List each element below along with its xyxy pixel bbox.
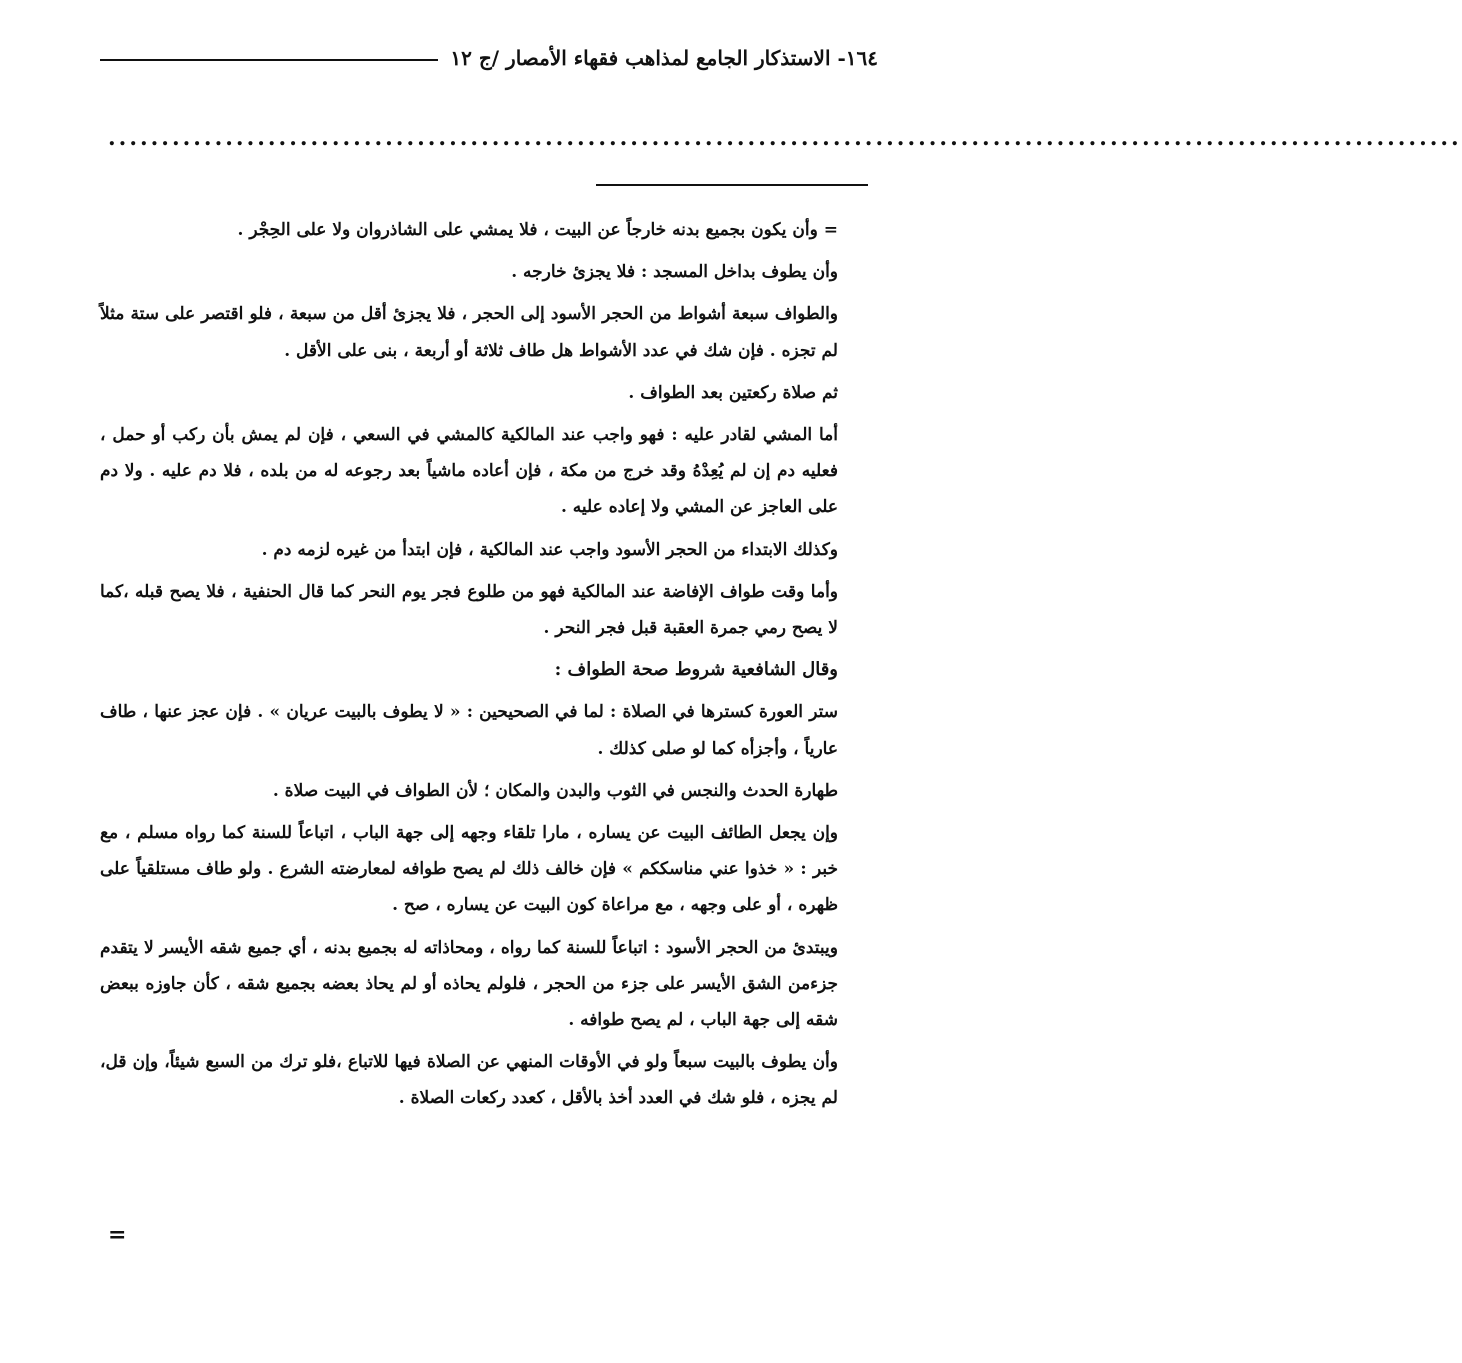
dotted-separator: ............................................................................................................................... bbox=[108, 125, 1462, 151]
paragraph: ثم صلاة ركعتين بعد الطواف . bbox=[628, 382, 838, 403]
footnote-rule bbox=[596, 184, 868, 186]
header-title: ١٦٤- الاستذكار الجامع لمذاهب فقهاء الأمصار /ج ١٢ bbox=[450, 46, 878, 70]
paragraph: وأن يطوف بداخل المسجد : فلا يجزئ خارجه . bbox=[511, 262, 838, 283]
header-rule bbox=[100, 59, 438, 61]
paragraph: طهارة الحدث والنجس في الثوب والبدن والمكان ؛ لأن الطواف في البيت صلاة . bbox=[272, 780, 838, 801]
body-text bbox=[100, 212, 838, 1123]
paragraph: ويبتدئ من الحجر الأسود : اتباعاً للسنة كما رواه ، ومحاذاته له بجميع بدنه ، أي جميع شقه الأيسر لا يتقدم جزءمن الشق الأيسر على جزء من الحجر ، فلولم يحاذه أو لم يحاذ بعضه بجميع شقه ، كأن جاوزه ببعض شقه إلى جهة الباب ، لم يصح طوافه . bbox=[100, 937, 838, 1031]
paragraph: وأن يطوف بالبيت سبعاً ولو في الأوقات المنهي عن الصلاة فيها للاتباع ،فلو ترك من السبع شيئاً، وإن قل، لم يجزه ، فلو شك في العدد أخذ بالأقل ، كعدد ركعات الصلاة . bbox=[100, 1052, 838, 1109]
section-heading: وقال الشافعية شروط صحة الطواف : bbox=[554, 659, 838, 681]
paragraph: والطواف سبعة أشواط من الحجر الأسود إلى الحجر ، فلا يجزئ أقل من سبعة ، فلو اقتصر على ستة مثلاً لم تجزه . فإن شك في عدد الأشواط هل طاف ثلاثة أو أربعة ، بنى على الأقل . bbox=[100, 304, 839, 361]
paragraph: ستر العورة كسترها في الصلاة : لما في الصحيحين : « لا يطوف بالبيت عريان » . فإن عجز عنها ، طاف عارياً ، وأجزأه كما لو صلى كذلك . bbox=[100, 702, 838, 759]
running-header bbox=[100, 38, 878, 78]
continuation-mark: = bbox=[108, 1222, 127, 1248]
paragraph: وإن يجعل الطائف البيت عن يساره ، مارا تلقاء وجهه إلى جهة الباب ، اتباعاً للسنة كما رواه مسلم ، مع خبر : « خذوا عني مناسككم » فإن خالف ذلك لم يصح طوافه لمعارضته الشرع . ولو طاف مستلقياً على ظهره ، أو على وجهه ، مع مراعاة كون البيت عن يساره ، صح . bbox=[100, 823, 838, 916]
paragraph: = وأن يكون بجميع بدنه خارجاً عن البيت ، فلا يمشي على الشاذروان ولا على الحِجْر . bbox=[237, 220, 838, 240]
paragraph: أما المشي لقادر عليه : فهو واجب عند المالكية كالمشي في السعي ، فإن لم يمش بأن ركب أو حمل ، فعليه دم إن لم يُعِدْهُ وقد خرج من مكة ، فإن أعاده ماشياً بعد رجوعه له من بلده ، فلا دم عليه . ولا دم على العاجز عن المشي ولا إعاده عليه . bbox=[100, 425, 838, 518]
paragraph: وكذلك الابتداء من الحجر الأسود واجب عند المالكية ، فإن ابتدأ من غيره لزمه دم . bbox=[261, 539, 838, 560]
paragraph: وأما وقت طواف الإفاضة عند المالكية فهو من طلوع فجر يوم النحر كما قال الحنفية ، فلا يصح قبله ،كما لا يصح رمي جمرة العقبة قبل فجر النحر . bbox=[100, 581, 838, 639]
